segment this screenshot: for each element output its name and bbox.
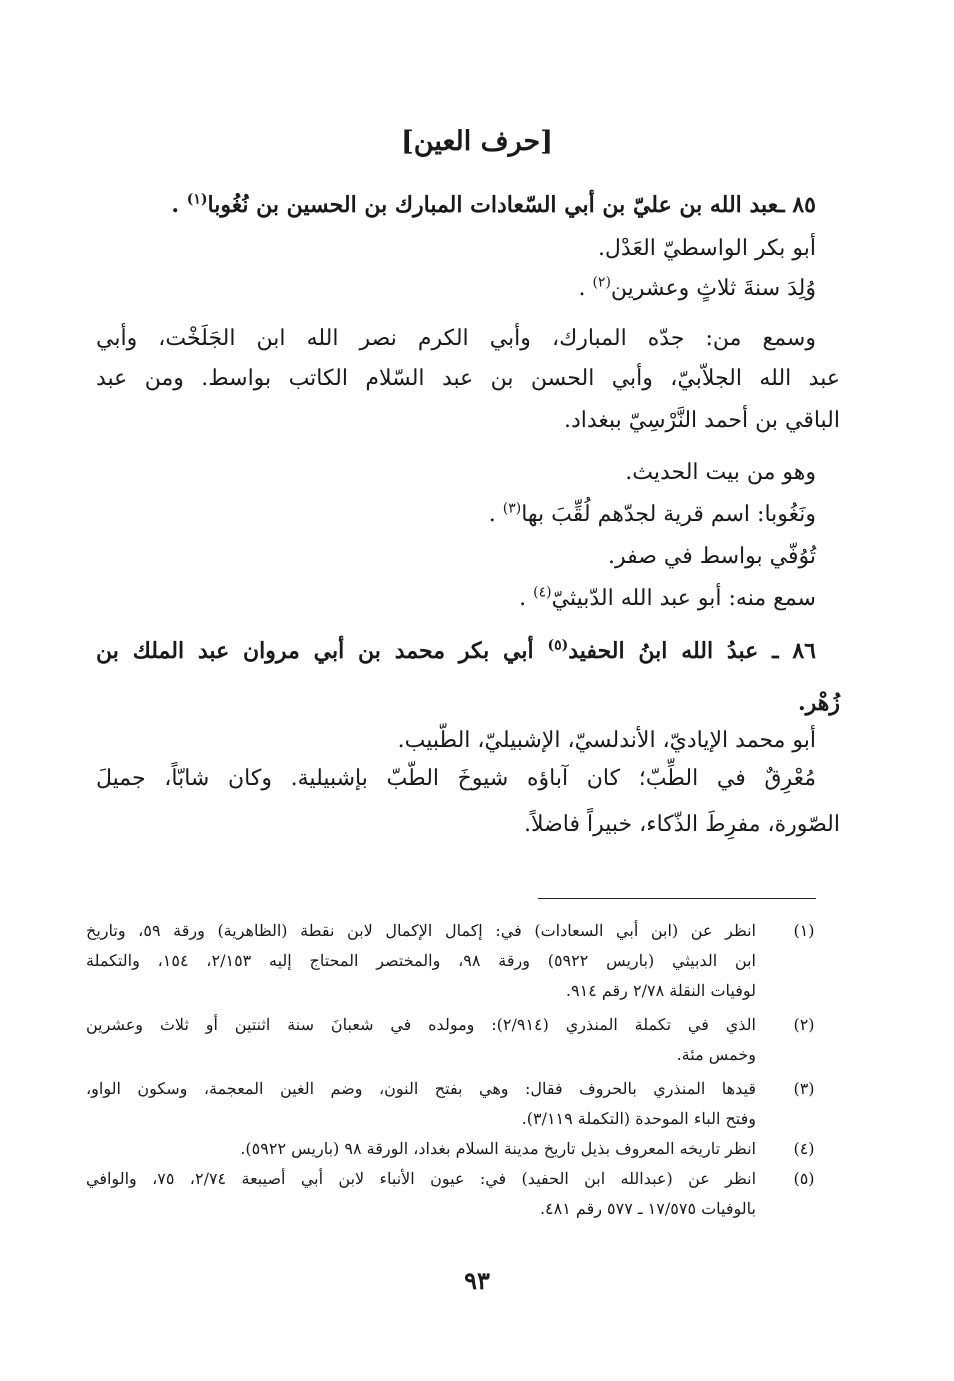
- entry-name-b: أبي بكر محمد بن أبي مروان عبد الملك بن: [96, 638, 534, 664]
- nasab-text: ونَغُوبا: اسم قرية لجدّهم لُقِّبَ بها: [521, 502, 816, 527]
- entry-85-student: [96, 582, 816, 616]
- entry-85-death: تُوُفّي بواسط في صفر.: [607, 544, 816, 569]
- footnote-line: وخمس مئة.: [676, 1045, 756, 1064]
- footnote-line: ابن الدبيثي (باريس ٥٩٢٢) ورقة ٩٨، والمختصر المحتاج إليه ٢/١٥٣، ١٥٤، والتكملة: [86, 951, 756, 970]
- entry-85-heading: [96, 188, 816, 222]
- punctuation: .: [488, 502, 496, 527]
- footnote-ref: (٥): [547, 637, 569, 654]
- entry-name: عبد الله بن عليّ بن أبي السّعادات المبارك بن الحسين بن نُغُوبا: [207, 192, 779, 218]
- entry-85-heard-3: الباقي بن أحمد النَّرْسِيّ ببغداد.: [563, 408, 840, 433]
- entry-85-heard-2: عبد الله الجلاّبيّ، وأبي الحسن بن عبد السّلام الكاتب بواسط. ومن عبد: [96, 366, 840, 391]
- footnote-number: (٣): [793, 1079, 815, 1098]
- entry-86-desc-2: الصّورة، مفرِطَ الذّكاء، خبيراً فاضلاً.: [523, 812, 840, 837]
- entry-85-nasab: [96, 498, 816, 532]
- footnote-number: (٢): [793, 1015, 815, 1034]
- footnote-ref: (١): [186, 191, 208, 208]
- entry-86-kunya: أبو محمد الإياديّ، الأندلسيّ، الإشبيليّ، الطّبيب.: [397, 728, 816, 753]
- footnote-line: انظر عن (عبدالله ابن الحفيد) في: عيون الأنباء لابن أبي أصيبعة ٢/٧٤، ٧٥، والوافي: [86, 1169, 757, 1188]
- footnote-line: الذي في تكملة المنذري (٢/٩١٤): ومولده في شعبانَ سنة اثنتين أو ثلاث وعشرين: [86, 1015, 756, 1034]
- footnote-line: بالوفيات ١٧/٥٧٥ ـ ٥٧٧ رقم ٤٨١.: [539, 1199, 756, 1218]
- footnote-number: (١): [793, 921, 815, 940]
- entry-number: ٨٦ ـ: [772, 638, 816, 664]
- entry-85-heard-1: وسمع من: جدّه المبارك، وأبي الكرم نصر الله ابن الجَلَخْت، وأبي: [96, 326, 816, 351]
- entry-number: ٨٥ ـ: [778, 192, 816, 218]
- entry-85-family: وهو من بيت الحديث.: [625, 460, 816, 485]
- entry-85-kunya: أبو بكر الواسطيّ العَدْل.: [597, 236, 816, 261]
- footnote-ref: (٢): [592, 274, 611, 291]
- born-text: وُلِدَ سنةَ ثلاثٍ وعشرين: [610, 276, 816, 301]
- entry-name-a: عبدُ الله ابنُ الحفيد: [568, 638, 759, 664]
- entry-86-desc-1: مُعْرِقٌ في الطِّبّ؛ كان آباؤه شيوخَ الطّبّ بإشبيلية. وكان شابّاً، جميلَ: [96, 766, 816, 791]
- footnote-ref: (٤): [533, 584, 552, 601]
- entry-86-heading-2: زُهْر.: [797, 690, 840, 716]
- footnote-line: قيدها المنذري بالحروف فقال: وهي بفتح النون، وضم الغين المعجمة، وسكون الواو،: [86, 1079, 756, 1098]
- footnote-number: (٤): [793, 1139, 815, 1158]
- footnote-ref: (٣): [502, 500, 522, 517]
- footnote-line: وفتح الباء الموحدة (التكملة ٣/١١٩).: [521, 1109, 756, 1128]
- entry-86-heading: [96, 634, 816, 668]
- punctuation: .: [171, 192, 180, 218]
- footnote-line: انظر تاريخه المعروف بذيل تاريخ مدينة السلام بغداد، الورقة ٩٨ (باريس ٥٩٢٢).: [240, 1139, 756, 1158]
- punctuation: .: [519, 586, 527, 611]
- footnote-rule: [538, 898, 816, 899]
- section-title: [حرف العين]: [401, 126, 553, 157]
- footnote-number: (٥): [793, 1169, 815, 1188]
- footnote-line: لوفيات النقلة ٢/٧٨ رقم ٩١٤.: [565, 981, 756, 1000]
- student-text: سمع منه: أبو عبد الله الدّبيثيّ: [551, 586, 816, 611]
- footnote-line: انظر عن (ابن أبي السعادات) في: إكمال الإكمال لابن نقطة (الظاهرية) ورقة ٥٩، وتاريخ: [86, 921, 757, 940]
- entry-85-born: [96, 272, 816, 306]
- punctuation: .: [578, 276, 586, 301]
- page-number: ٩٣: [464, 1266, 490, 1295]
